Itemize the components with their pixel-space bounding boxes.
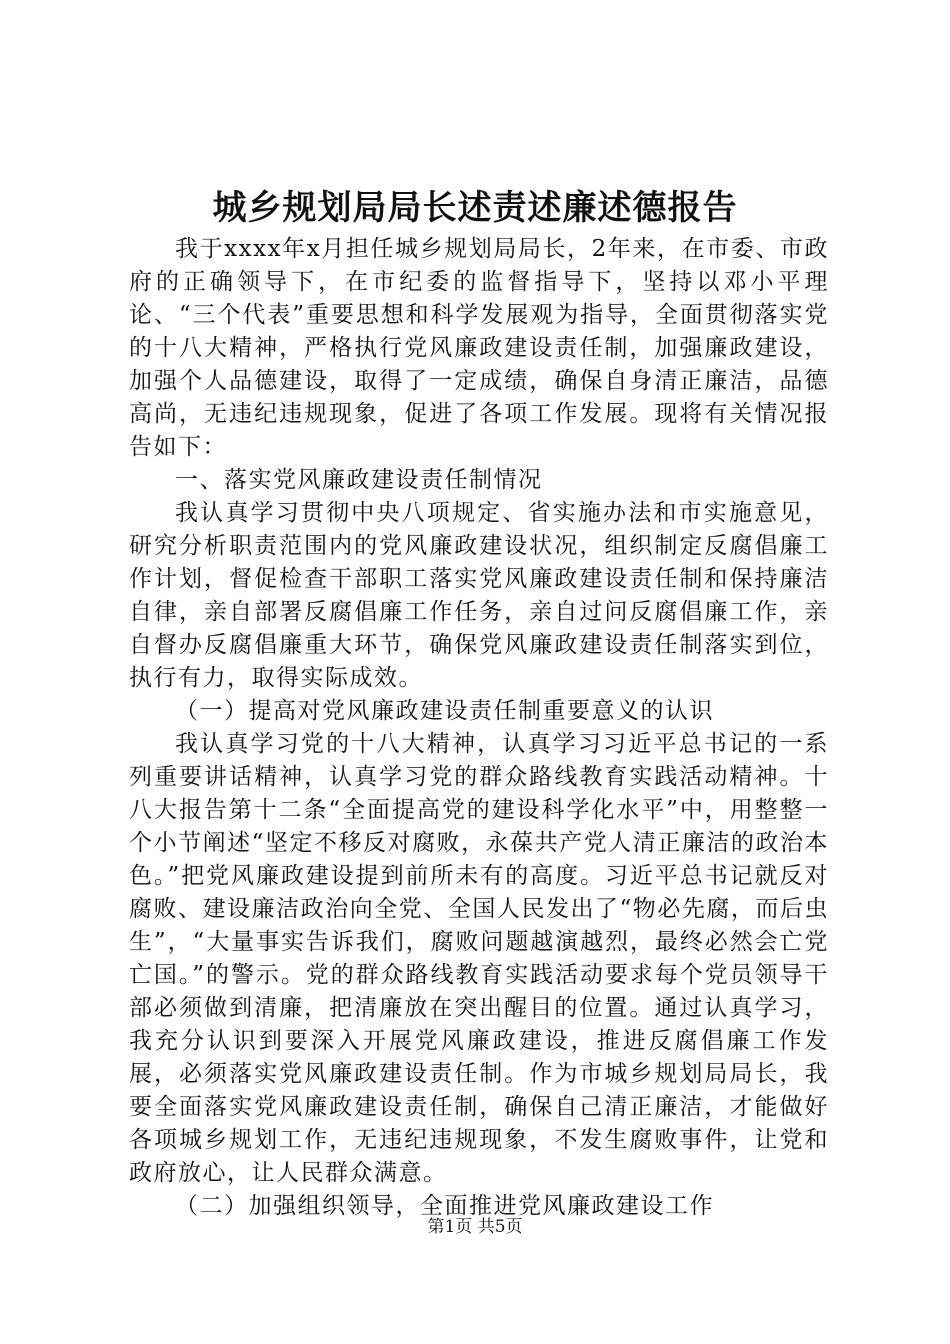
section-heading-1: 一、落实党风廉政建设责任制情况	[175, 467, 543, 493]
section-1-paragraph: 我认真学习贯彻中央八项规定、省实施办法和市实施意见，研究分析职责范围内的党风廉政建设状况，组织制定反腐倡廉工作计划，督促检查干部职工落实党风廉政建设责任制和保持廉洁自律，亲自部署反腐倡廉工作任务，亲自过问反腐倡廉工作，亲自督办反腐倡廉重大环节，确保党风廉政建设责任制落实到位，执行有力，取得实际成效。	[129, 500, 829, 691]
subsection-heading-1: （一）提高对党风廉政建设责任制重要意义的认识	[175, 698, 714, 724]
subsection-1-paragraph: 我认真学习党的十八大精神，认真学习习近平总书记的一系列重要讲话精神，认真学习党的群众路线教育实践活动精神。十八大报告第十二条“全面提高党的建设科学化水平”中，用整整一个小节阐述“坚定不移反对腐败，永葆共产党人清正廉洁的政治本色。”把党风廉政建设提到前所未有的高度。习近平总书记就反对腐败、建设廉洁政治向全党、全国人民发出了“物必先腐，而后虫生”，“大量事实告诉我们，腐败问题越演越烈，最终必然会亡党亡国。”的警示。党的群众路线教育实践活动要求每个党员领导干部必须做到清廉，把清廉放在突出醒目的位置。通过认真学习，我充分认识到要深入开展党风廉政建设，推进反腐倡廉工作发展，必须落实党风廉政建设责任制。作为市城乡规划局局长，我要全面落实党风廉政建设责任制，确保自己清正廉洁，才能做好各项城乡规划工作，无违纪违规现象，不发生腐败事件，让党和政府放心，让人民群众满意。	[129, 731, 829, 1186]
subsection-heading-2: （二）加强组织领导，全面推进党风廉政建设工作	[175, 1193, 714, 1219]
page-footer: 第1页 共5页	[427, 1217, 523, 1237]
intro-paragraph: 我于xxxx年x月担任城乡规划局局长，2年来，在市委、市政府的正确领导下，在市纪委的监督指导下，坚持以邓小平理论、“三个代表”重要思想和科学发展观为指导，全面贯彻落实党的十八大精神，严格执行党风廉政建设责任制，加强廉政建设，加强个人品德建设，取得了一定成绩，确保自身清正廉洁，品德高尚，无违纪违规现象，促进了各项工作发展。现将有关情况报告如下：	[129, 236, 829, 460]
document-body	[129, 233, 829, 1223]
document-title: 城乡规划局局长述责述廉述德报告	[212, 188, 738, 228]
